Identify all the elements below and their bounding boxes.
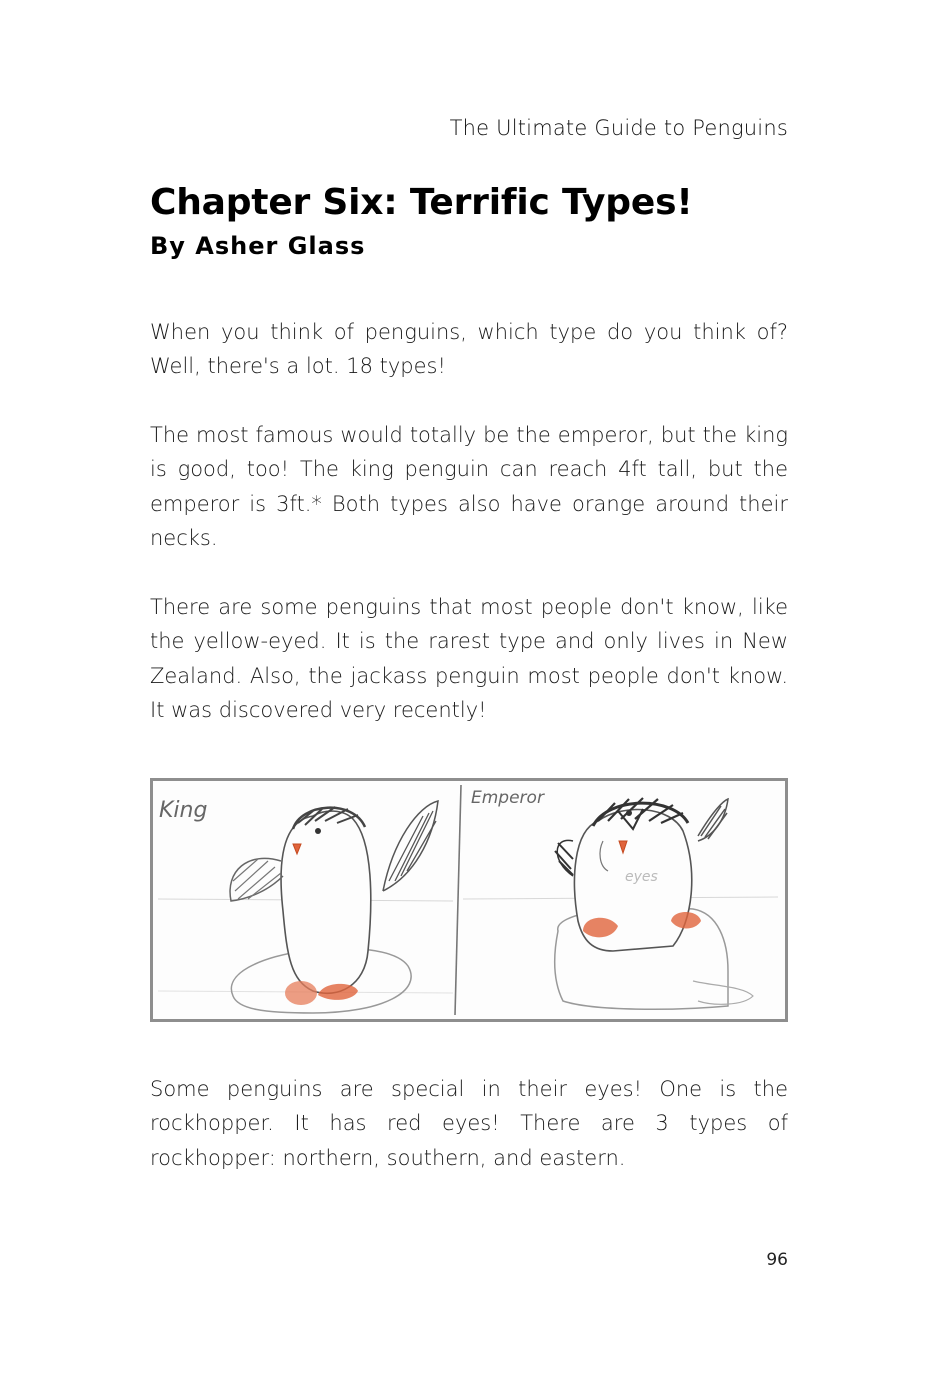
paragraph-famous-types: The most famous would totally be the emperor, but the king is good, too! The king penguin can reach 4ft tall, but the emperor is 3ft.* Both types also have orange around their necks. [150,423,788,551]
paragraph-rockhopper: Some penguins are special in their eyes! One is the rockhopper. It has red eyes! There are 3 types of rockhopper: northern, southern, and eastern. [150,1077,788,1170]
page-number: 96 [766,1250,788,1270]
panel-divider [455,785,461,1015]
paragraph-intro: When you think of penguins, which type do you think of? Well, there's a lot. 18 types! [150,320,788,379]
paragraph-lesser-known: There are some penguins that most people don't know, like the yellow-eyed. It is the rarest type and only lives in New Zealand. Also, the jackass penguin most people don't know. It was discovered very recently! [150,595,788,723]
king-penguin [230,801,438,1013]
emperor-penguin [555,798,753,1009]
running-header: The Ultimate Guide to Penguins [449,116,788,140]
emperor-inner-text: eyes [625,869,658,885]
chapter-byline: By Asher Glass [150,232,366,260]
emperor-label: Emperor [471,788,544,808]
penguin-drawing [153,781,785,1019]
chapter-title: Chapter Six: Terrific Types! [150,182,693,223]
king-label: King [159,798,208,823]
penguin-drawing-figure [150,778,788,1022]
